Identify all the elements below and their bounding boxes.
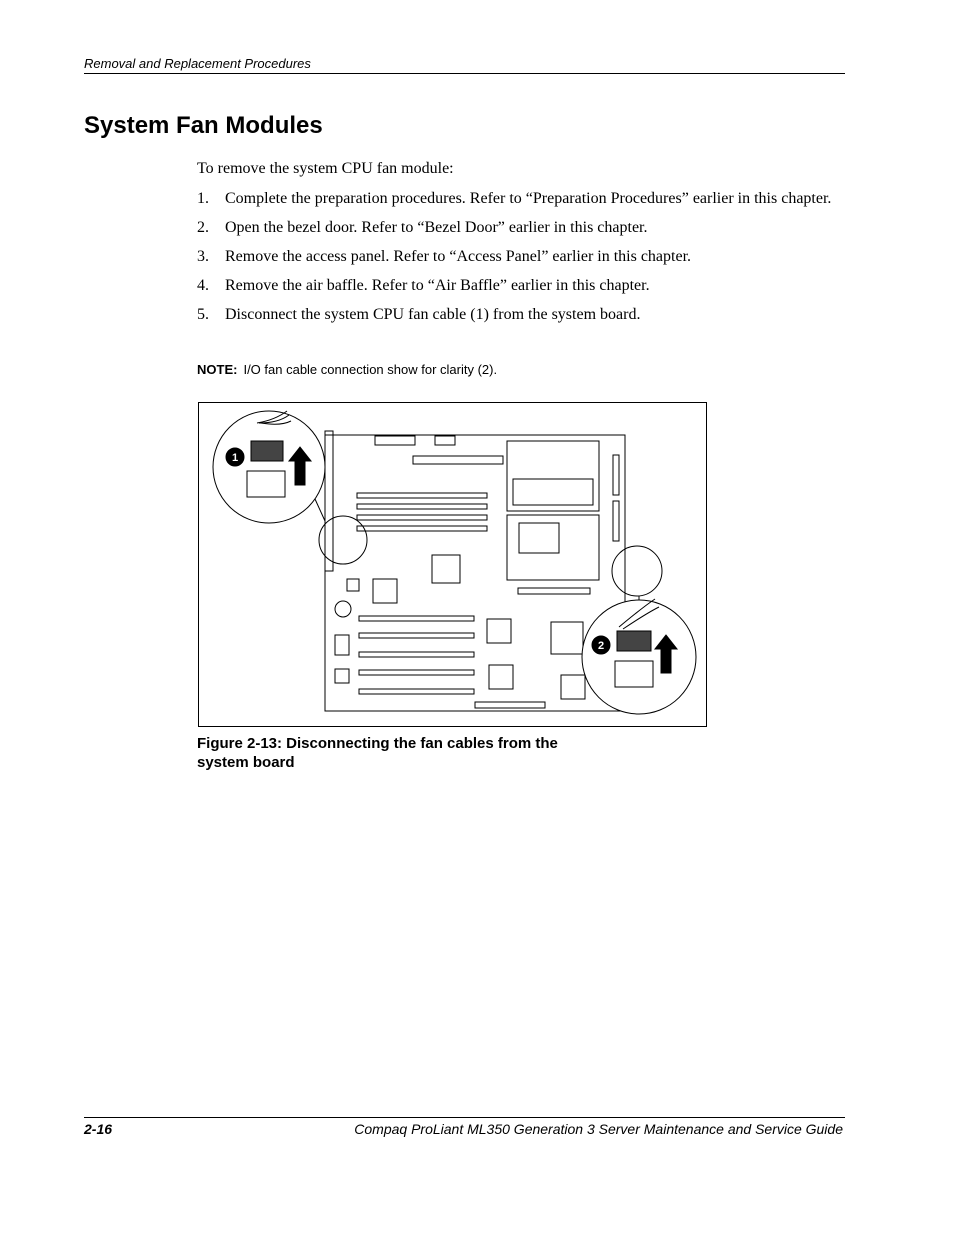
step-item [197,247,837,266]
running-header: Removal and Replacement Procedures [84,56,311,71]
step-number: 2. [197,219,209,236]
step-text: Open the bezel door. Refer to “Bezel Door” earlier in this chapter. [225,219,648,236]
step-text: Remove the air baffle. Refer to “Air Baffle” earlier in this chapter. [225,277,650,294]
procedure-steps [197,189,837,334]
intro-text: To remove the system CPU fan module: [197,160,454,177]
fan-cable-plug [617,631,651,651]
note-label: NOTE: [197,362,238,377]
step-number: 5. [197,306,209,323]
step-item [197,189,837,208]
guide-title: Compaq ProLiant ML350 Generation 3 Server Maintenance and Service Guide [354,1121,843,1137]
page-title: System Fan Modules [84,112,323,139]
note-text: I/O fan cable connection show for clarity (2). [243,362,498,377]
system-board-illustration [199,403,706,726]
footer-rule [84,1117,845,1118]
callout-1-leader [315,499,325,521]
fan-header [615,661,653,687]
step-number: 3. [197,248,209,265]
step-text: Remove the access panel. Refer to “Access Panel” earlier in this chapter. [225,248,692,265]
callout-2-zoom [582,600,696,714]
step-number: 4. [197,277,209,294]
callout-label-1: 1 [231,452,239,464]
step-item [197,305,837,324]
page-number: 2-16 [84,1121,113,1137]
figure-system-board [198,402,707,727]
fan-cable-plug [251,441,283,461]
callout-label-2: 2 [597,640,605,652]
fan-header [247,471,285,497]
callout-1-zoom [213,411,325,523]
step-item [197,276,837,295]
step-item [197,218,837,237]
note [197,362,497,377]
figure-caption: Figure 2-13: Disconnecting the fan cables from the system board [197,735,558,771]
header-rule [84,73,845,74]
step-text: Complete the preparation procedures. Refer to “Preparation Procedures” earlier in this chapter. [225,190,832,207]
step-text: Disconnect the system CPU fan cable (1) from the system board. [225,306,641,323]
step-number: 1. [197,190,209,207]
